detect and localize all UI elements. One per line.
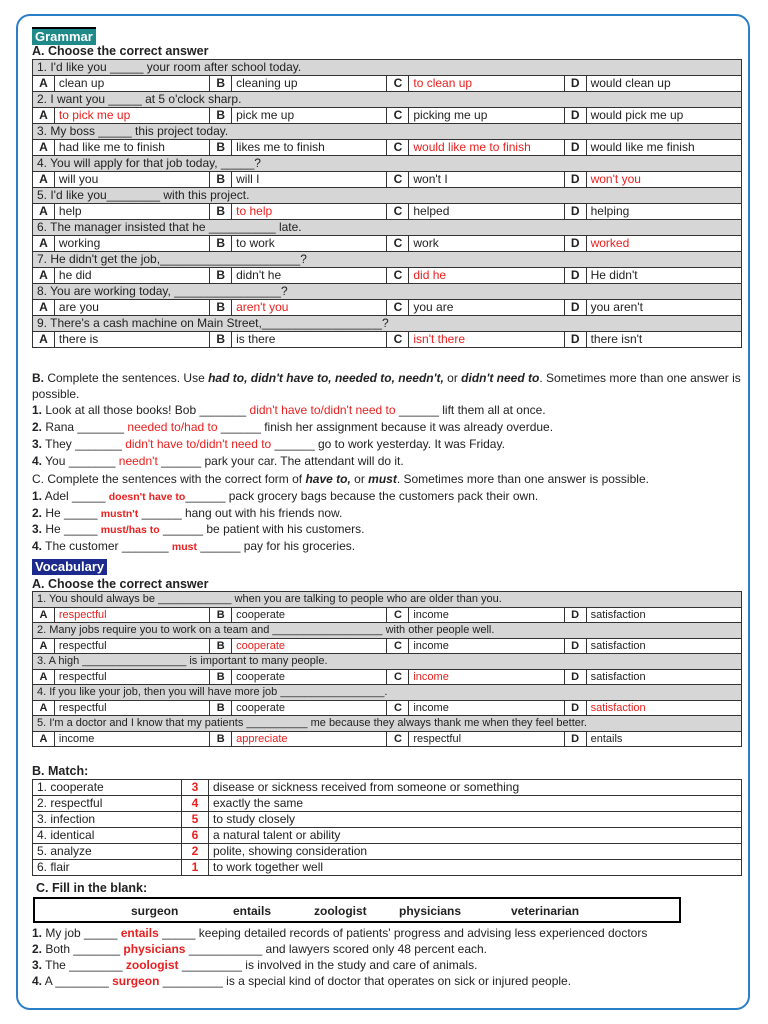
option-b[interactable]: appreciate (232, 731, 387, 747)
option-letter-d: D (564, 108, 586, 124)
option-letter-d: D (564, 607, 586, 623)
option-d[interactable]: you aren't (586, 300, 741, 316)
option-letter-d: D (564, 204, 586, 220)
option-letter-c: C (387, 268, 409, 284)
question-text: 6. The manager insisted that he __________ late. (33, 220, 742, 236)
options-row (33, 300, 742, 316)
option-letter-c: C (387, 700, 409, 716)
option-c[interactable]: income (409, 700, 564, 716)
options-row (33, 140, 742, 156)
option-b[interactable]: cooperate (232, 607, 387, 623)
match-term: 1. cooperate (33, 780, 182, 796)
question-row (33, 188, 742, 204)
option-letter-a: A (33, 300, 55, 316)
option-d[interactable]: there isn't (586, 332, 741, 348)
option-letter-a: A (33, 108, 55, 124)
match-answer[interactable]: 4 (182, 796, 209, 812)
option-letter-b: B (210, 607, 232, 623)
option-letter-c: C (387, 204, 409, 220)
match-row (33, 812, 742, 828)
option-letter-d: D (564, 700, 586, 716)
option-a[interactable]: to pick me up (54, 108, 209, 124)
sentence-line: 2. He _____ mustn't ______ hang out with his friends now. (32, 505, 343, 520)
question-text: 9. There's a cash machine on Main Street,__________________? (33, 316, 742, 332)
option-a[interactable]: help (54, 204, 209, 220)
vocabulary-section-label: Vocabulary (32, 559, 107, 575)
match-answer[interactable]: 3 (182, 780, 209, 796)
match-row (33, 780, 742, 796)
word-bank-item: surgeon (131, 904, 179, 918)
question-row (33, 685, 742, 701)
option-letter-c: C (387, 669, 409, 685)
option-letter-d: D (564, 669, 586, 685)
option-letter-c: C (387, 607, 409, 623)
option-a[interactable]: clean up (54, 76, 209, 92)
option-letter-b: B (210, 700, 232, 716)
match-term: 6. flair (33, 860, 182, 876)
option-d[interactable]: satisfaction (586, 669, 741, 685)
option-b[interactable]: cooperate (232, 700, 387, 716)
question-row (33, 623, 742, 639)
option-letter-d: D (564, 268, 586, 284)
option-c[interactable]: you are (409, 300, 564, 316)
option-d[interactable]: worked (586, 236, 741, 252)
option-a[interactable]: respectful (54, 607, 209, 623)
match-row (33, 860, 742, 876)
option-d[interactable]: satisfaction (586, 607, 741, 623)
option-a[interactable]: respectful (54, 638, 209, 654)
question-row (33, 156, 742, 172)
option-letter-b: B (210, 172, 232, 188)
question-row (33, 92, 742, 108)
option-letter-a: A (33, 268, 55, 284)
option-letter-a: A (33, 76, 55, 92)
option-b[interactable]: is there (232, 332, 387, 348)
question-text: 4. If you like your job, then you will have more job _________________. (33, 685, 742, 701)
match-definition: to study closely (209, 812, 742, 828)
answer-text[interactable]: physicians (123, 942, 186, 956)
option-d[interactable]: helping (586, 204, 741, 220)
question-row (33, 124, 742, 140)
match-definition: a natural talent or ability (209, 828, 742, 844)
match-term: 5. analyze (33, 844, 182, 860)
option-d[interactable]: satisfaction (586, 638, 741, 654)
option-letter-b: B (210, 236, 232, 252)
option-letter-b: B (210, 731, 232, 747)
option-a[interactable]: had like me to finish (54, 140, 209, 156)
option-letter-b: B (210, 300, 232, 316)
option-b[interactable]: to work (232, 236, 387, 252)
options-row (33, 332, 742, 348)
option-c[interactable]: respectful (409, 731, 564, 747)
grammar-partB-instructions: B. Complete the sentences. Use had to, didn't have to, needed to, needn't, or didn't need to. Sometimes more than one answer is possible. (32, 371, 741, 401)
match-term: 2. respectful (33, 796, 182, 812)
options-row (33, 700, 742, 716)
option-letter-b: B (210, 140, 232, 156)
option-b[interactable]: cooperate (232, 638, 387, 654)
options-row (33, 236, 742, 252)
answer-text[interactable]: entails (120, 926, 159, 940)
option-a[interactable]: will you (54, 172, 209, 188)
option-a[interactable]: respectful (54, 700, 209, 716)
vocabulary-partA-title: A. Choose the correct answer (32, 577, 209, 591)
options-row (33, 669, 742, 685)
sentence-line: 1. Adel _____ doesn't have to______ pack grocery bags because the customers pack their own. (32, 489, 539, 503)
option-letter-c: C (387, 638, 409, 654)
option-letter-a: A (33, 669, 55, 685)
option-d[interactable]: entails (586, 731, 741, 747)
option-d[interactable]: would clean up (586, 76, 741, 92)
question-text: 7. He didn't get the job,_____________________? (33, 252, 742, 268)
option-letter-d: D (564, 140, 586, 156)
option-letter-c: C (387, 300, 409, 316)
word-bank (33, 897, 681, 923)
match-term: 4. identical (33, 828, 182, 844)
word-bank-item: zoologist (314, 904, 367, 918)
option-letter-a: A (33, 638, 55, 654)
match-row (33, 828, 742, 844)
sentence-line: 2. Both _______ physicians ___________ and lawyers scored only 48 percent each. (32, 942, 487, 956)
option-letter-b: B (210, 669, 232, 685)
option-letter-a: A (33, 731, 55, 747)
sentence-line: 4. You _______ needn't ______ park your car. The attendant will do it. (32, 454, 404, 468)
option-letter-d: D (564, 236, 586, 252)
option-letter-c: C (387, 236, 409, 252)
question-row (33, 316, 742, 332)
vocabulary-partB-title: B. Match: (32, 764, 89, 778)
question-row (33, 654, 742, 670)
option-d[interactable]: would like me finish (586, 140, 741, 156)
options-row (33, 108, 742, 124)
option-b[interactable]: aren't you (232, 300, 387, 316)
match-definition: exactly the same (209, 796, 742, 812)
option-d[interactable]: satisfaction (586, 700, 741, 716)
option-a[interactable]: there is (54, 332, 209, 348)
option-b[interactable]: didn't he (232, 268, 387, 284)
option-letter-d: D (564, 172, 586, 188)
option-d[interactable]: won't you (586, 172, 741, 188)
question-row (33, 252, 742, 268)
option-letter-d: D (564, 300, 586, 316)
option-c[interactable]: helped (409, 204, 564, 220)
options-row (33, 172, 742, 188)
option-a[interactable]: income (54, 731, 209, 747)
options-row (33, 76, 742, 92)
answer-text[interactable]: doesn't have to (108, 491, 186, 503)
options-row (33, 607, 742, 623)
match-answer[interactable]: 6 (182, 828, 209, 844)
option-letter-a: A (33, 700, 55, 716)
option-a[interactable]: he did (54, 268, 209, 284)
option-c[interactable]: to clean up (409, 76, 564, 92)
option-a[interactable]: are you (54, 300, 209, 316)
option-letter-b: B (210, 638, 232, 654)
match-answer[interactable]: 2 (182, 844, 209, 860)
option-letter-b: B (210, 76, 232, 92)
question-text: 3. A high _________________ is important to many people. (33, 654, 742, 670)
match-table (32, 779, 742, 876)
option-letter-c: C (387, 140, 409, 156)
option-letter-a: A (33, 204, 55, 220)
option-letter-c: C (387, 731, 409, 747)
answer-text[interactable]: zoologist (125, 958, 179, 972)
sentence-line: 4. A ________ surgeon _________ is a special kind of doctor that operates on sick or injured people. (32, 974, 572, 988)
answer-text[interactable]: needed to/had to (127, 420, 218, 434)
option-d[interactable]: He didn't (586, 268, 741, 284)
sentence-line: 1. My job _____ entails _____ keeping detailed records of patients' progress and advising less experienced doctors (32, 926, 648, 940)
option-b[interactable]: pick me up (232, 108, 387, 124)
option-letter-d: D (564, 332, 586, 348)
grammar-partA-title: A. Choose the correct answer (32, 44, 209, 58)
option-c[interactable]: won't I (409, 172, 564, 188)
sentence-line: 3. The ________ zoologist _________ is involved in the study and care of animals. (32, 958, 478, 972)
options-row (33, 268, 742, 284)
question-row (33, 716, 742, 732)
option-c[interactable]: income (409, 669, 564, 685)
vocabulary-questions-table (32, 591, 742, 747)
option-letter-c: C (387, 332, 409, 348)
option-b[interactable]: cooperate (232, 669, 387, 685)
option-letter-c: C (387, 108, 409, 124)
answer-text[interactable]: mustn't (100, 507, 139, 520)
question-text: 5. I'd like you________ with this project. (33, 188, 742, 204)
option-letter-b: B (210, 204, 232, 220)
question-text: 1. I'd like you _____ your room after school today. (33, 60, 742, 76)
option-b[interactable]: likes me to finish (232, 140, 387, 156)
question-text: 2. Many jobs require you to work on a team and __________________ with other people well. (33, 623, 742, 639)
question-row (33, 284, 742, 300)
question-row (33, 60, 742, 76)
match-term: 3. infection (33, 812, 182, 828)
question-text: 3. My boss _____ this project today. (33, 124, 742, 140)
option-c[interactable]: picking me up (409, 108, 564, 124)
option-letter-c: C (387, 76, 409, 92)
grammar-partC-instructions: C. Complete the sentences with the correct form of have to, or must. Sometimes more than one answer is possible. (32, 472, 649, 486)
option-a[interactable]: respectful (54, 669, 209, 685)
sentence-line: 3. He _____ must/has to ______ be patient with his customers. (32, 522, 365, 536)
word-bank-item: veterinarian (511, 904, 580, 918)
answer-text[interactable]: must (171, 540, 197, 553)
sentence-line: 2. Rana _______ needed to/had to ______ finish her assignment because it was already overdue. (32, 420, 554, 434)
sentence-line: 3. They _______ didn't have to/didn't need to ______ go to work yesterday. It was Friday. (32, 437, 505, 451)
match-row (33, 796, 742, 812)
match-row (33, 844, 742, 860)
option-b[interactable]: cleaning up (232, 76, 387, 92)
option-d[interactable]: would pick me up (586, 108, 741, 124)
option-b[interactable]: will I (232, 172, 387, 188)
option-c[interactable]: income (409, 638, 564, 654)
option-letter-b: B (210, 108, 232, 124)
match-definition: to work together well (209, 860, 742, 876)
match-definition: polite, showing consideration (209, 844, 742, 860)
option-letter-d: D (564, 731, 586, 747)
grammar-questions-table (32, 59, 742, 348)
options-row (33, 638, 742, 654)
question-text: 1. You should always be ____________ when you are talking to people who are older than you. (33, 592, 742, 608)
option-c[interactable]: work (409, 236, 564, 252)
option-letter-a: A (33, 140, 55, 156)
sentence-line: 1. Look at all those books! Bob _______ didn't have to/didn't need to ______ lift them all at once. (32, 403, 546, 417)
sentence-line: 4. The customer _______ must ______ pay for his groceries. (32, 538, 356, 553)
answer-text[interactable]: surgeon (112, 974, 160, 988)
question-text: 2. I want you _____ at 5 o'clock sharp. (33, 92, 742, 108)
grammar-section-label: Grammar (32, 27, 96, 45)
option-letter-d: D (564, 76, 586, 92)
match-answer[interactable]: 1 (182, 860, 209, 876)
option-letter-b: B (210, 268, 232, 284)
answer-text[interactable]: didn't have to/didn't need to (249, 403, 396, 417)
answer-text[interactable]: didn't have to/didn't need to (125, 437, 272, 451)
option-c[interactable]: would like me to finish (409, 140, 564, 156)
question-text: 5. I'm a doctor and I know that my patients __________ me because they always thank me when they feel better. (33, 716, 742, 732)
word-bank-item: entails (233, 904, 272, 918)
options-row (33, 731, 742, 747)
option-c[interactable]: income (409, 607, 564, 623)
option-letter-a: A (33, 607, 55, 623)
answer-text[interactable]: needn't (118, 454, 158, 468)
option-letter-a: A (33, 236, 55, 252)
option-letter-c: C (387, 172, 409, 188)
option-letter-a: A (33, 332, 55, 348)
option-c[interactable]: isn't there (409, 332, 564, 348)
vocabulary-partC-title: C. Fill in the blank: (36, 881, 148, 895)
match-answer[interactable]: 5 (182, 812, 209, 828)
option-letter-a: A (33, 172, 55, 188)
options-row (33, 204, 742, 220)
question-text: 8. You are working today, ________________? (33, 284, 742, 300)
question-row (33, 220, 742, 236)
word-bank-item: physicians (399, 904, 462, 918)
option-letter-b: B (210, 332, 232, 348)
question-text: 4. You will apply for that job today, _____? (33, 156, 742, 172)
option-b[interactable]: to help (232, 204, 387, 220)
option-c[interactable]: did he (409, 268, 564, 284)
answer-text[interactable]: must/has to (100, 524, 160, 536)
match-definition: disease or sickness received from someone or something (209, 780, 742, 796)
option-letter-d: D (564, 638, 586, 654)
question-row (33, 592, 742, 608)
option-a[interactable]: working (54, 236, 209, 252)
